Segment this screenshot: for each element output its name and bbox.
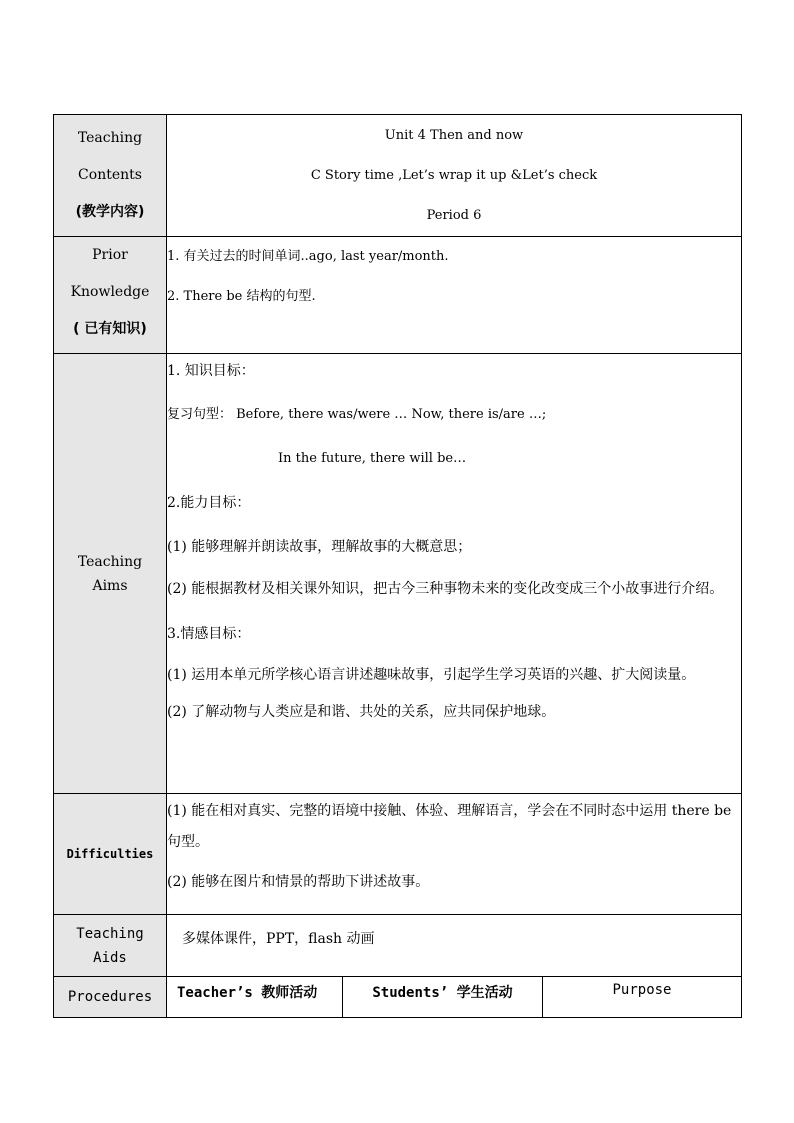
row-teaching-contents: [54, 115, 742, 237]
period-title: Period 6: [426, 207, 482, 223]
label-procedures: [54, 977, 167, 1018]
header-purpose: [543, 977, 742, 1018]
label-line: Prior: [92, 247, 128, 263]
prior-knowledge-cell: [167, 237, 742, 354]
label-line: Knowledge: [70, 284, 150, 300]
header-students: [343, 977, 543, 1018]
row-procedures: [54, 977, 742, 1018]
aids-text: 多媒体课件，PPT，flash 动画: [182, 931, 375, 947]
label-line: Procedures: [67, 989, 153, 1005]
label-difficulties: [54, 794, 167, 915]
row-difficulties: [54, 794, 742, 915]
label-line: (教学内容): [75, 204, 145, 220]
header-students-label: Students’ 学生活动: [372, 985, 513, 1001]
label-line: Aims: [92, 577, 128, 594]
header-teacher-label: Teacher’s 教师活动: [177, 985, 318, 1001]
row-teaching-aids: [54, 915, 742, 977]
row-teaching-aims: [54, 354, 742, 794]
label-line: Teaching: [77, 553, 143, 570]
label-line: Aids: [93, 949, 127, 966]
contents-cell: [167, 115, 742, 237]
emotion-aim-item-2: (2) 了解动物与人类应是和谐、共处的关系，应共同保护地球。: [167, 704, 556, 720]
teaching-aids-cell: [167, 915, 742, 977]
label-prior-knowledge: [54, 237, 167, 354]
label-line: Teaching: [76, 925, 144, 942]
label-line: ( 已有知识): [73, 321, 147, 337]
emotion-aim-title: 3.情感目标：: [167, 626, 251, 642]
label-line: Contents: [78, 167, 142, 183]
label-teaching-aids: [54, 915, 167, 977]
difficulty-item-1: (1) 能在相对真实、完整的语境中接触、体验、理解语言，学会在不同时态中运用 there be 句型。: [167, 803, 732, 850]
header-purpose-label: Purpose: [612, 982, 672, 998]
label-line: Difficulties: [66, 847, 154, 861]
prior-item-2: 2. There be 结构的句型.: [167, 289, 316, 304]
lesson-plan-table: [53, 114, 742, 1018]
difficulty-item-2: (2) 能够在图片和情景的帮助下讲述故事。: [167, 874, 430, 890]
row-prior-knowledge: [54, 237, 742, 354]
ability-aim-item-1: (1) 能够理解并朗读故事，理解故事的大概意思；: [167, 539, 472, 555]
unit-title: Unit 4 Then and now: [384, 127, 524, 143]
emotion-aim-item-1: (1) 运用本单元所学核心语言讲述趣味故事，引起学生学习英语的兴趣、扩大阅读量。: [167, 667, 696, 683]
header-teacher: [167, 977, 343, 1018]
prior-item-1: 1. 有关过去的时间单词..ago, last year/month.: [167, 249, 449, 264]
difficulties-cell: [167, 794, 742, 915]
knowledge-aim-line-1: 复习句型： Before, there was/were … Now, there is/are …;: [167, 407, 547, 422]
label-teaching-contents: [54, 115, 167, 237]
ability-aim-item-2: (2) 能根据教材及相关课外知识，把古今三种事物未来的变化改变成三个小故事进行介绍。: [167, 581, 724, 597]
label-line: Teaching: [77, 130, 143, 146]
section-title: C Story time ,Let’s wrap it up &Let’s check: [310, 167, 598, 183]
knowledge-aim-line-2: In the future, there will be…: [278, 451, 467, 466]
label-teaching-aims: [54, 354, 167, 794]
ability-aim-title: 2.能力目标：: [167, 495, 251, 511]
teaching-aims-cell: [167, 354, 742, 794]
knowledge-aim-title: 1. 知识目标：: [167, 363, 255, 379]
